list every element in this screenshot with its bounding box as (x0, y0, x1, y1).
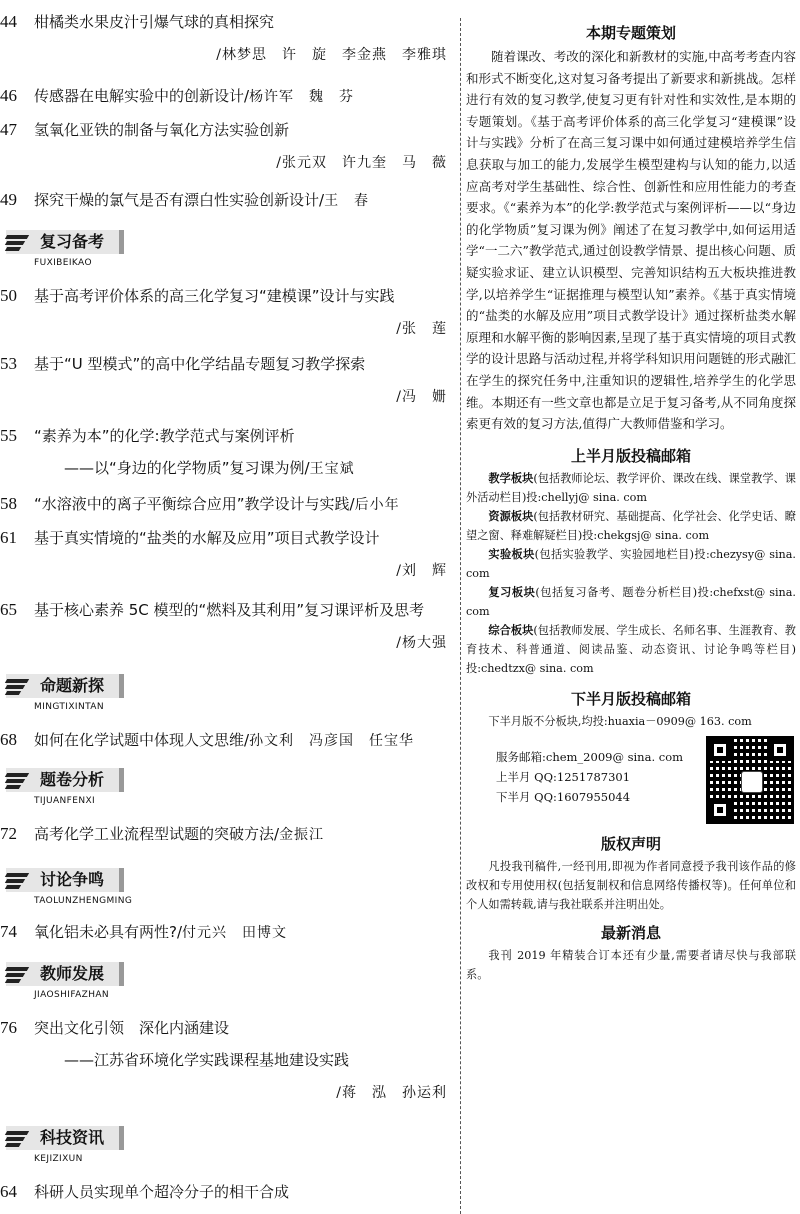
item-text: (包括教师发展、学生成长、名师名事、生涯教育、教育技术、科普通道、阅读品鉴、动态资讯、讨论争鸣等栏目)投:chedtzx@ sina. com (466, 623, 796, 675)
article-authors: 王宝斌 (309, 461, 355, 477)
page-number: 76 (0, 1018, 17, 1037)
submission-item (466, 621, 796, 678)
news-heading: 最新消息 (600, 923, 661, 942)
toc-entry[interactable] (0, 818, 455, 850)
article-title[interactable]: 科研人员实现单个超冷分子的相干合成 (34, 1183, 290, 1201)
qq-second-half: 下半月 QQ:1607955044 (496, 789, 631, 804)
second-half-heading: 下半月版投稿邮箱 (570, 689, 691, 708)
article-authors: 孙文利 冯彦国 任宝华 (249, 733, 415, 749)
section-header-taolun (0, 866, 200, 910)
article-authors: /张 莲 (396, 321, 447, 337)
section-pinyin: TAOLUNZHENGMING (34, 896, 133, 906)
toc-entry[interactable] (0, 522, 455, 586)
section-title: 讨论争鸣 (40, 870, 105, 889)
copyright-heading: 版权声明 (600, 834, 661, 853)
article-title[interactable]: “素养为本”的化学:教学范式与案例评析 (34, 427, 295, 445)
submission-item (466, 507, 796, 545)
section-pinyin: MINGTIXINTAN (34, 702, 104, 712)
article-title[interactable]: 基于高考评价体系的高三化学复习“建模课”设计与实践 (34, 287, 395, 305)
section-title: 命题新探 (40, 676, 105, 695)
section-pinyin: TIJUANFENXI (34, 796, 96, 806)
item-text: (包括教师论坛、教学评价、课改在线、课堂教学、课外活动栏目)投:chellyj@ sina. com (466, 471, 796, 504)
toc-entry[interactable] (0, 80, 455, 112)
copyright-text: 凡投我刊稿件,一经刊用,即视为作者同意授予我刊该作品的修改权和专用使用权(包括复制权和信息网络传播权等)。任何单位和个人如需转载,请与我社联系并注明出处。 (466, 859, 796, 911)
page-number: 68 (0, 730, 17, 749)
page-number: 64 (0, 1182, 17, 1201)
service-email: 服务邮箱:chem_2009@ sina. com (496, 749, 684, 764)
toc-entry[interactable] (0, 594, 455, 658)
section-pinyin: FUXIBEIKAO (34, 258, 92, 268)
section-title: 教师发展 (40, 964, 105, 983)
stripes-icon (6, 964, 32, 984)
toc-entry[interactable] (0, 1012, 455, 1108)
page-number: 46 (0, 86, 17, 105)
plan-text: 随着课改、考改的深化和新教材的实施,中高考考查内容和形式不断变化,这对复习备考提出了新要求和新挑战。怎样进行有效的复习教学,使复习更有针对性和实效性,是本期的专题策划。《基于高考评价体系的高三化学复习“建模课”设计与实践》分析了在高三复习课中如何通过建模培养学生信息获取与加工的能力,发展学生模型建构与认知的能力,以适应高考对学生基础性、综合性、创新性和应用性能力的考查要求。《“素养为本”的化学:教学范式与案例评析——以“身边的化学物质”复习课为例》阐述了在复习教学中,如何运用适学“一二六”教学范式,通过创设教学情景、提出核心问题、质疑实验求证、建立认识模型、完善知识结构五大板块推进教学,以培养学生“证据推理与模型认知”素养。《基于真实情境的“盐类的水解及应用”项目式教学设计》通过探析盐类水解原理和水解平衡的影响因素,呈现了基于真实情境的项目式教学的设计思路与活动过程,并将学科知识用问题链的形式融汇在学生的探究任务中,注重知识的逻辑性,培养学生的化学思维。本期还有一些文章也都是立足于复习备考,从不同角度探索更有效的复习方法,值得广大教师借鉴和学习。 (466, 49, 796, 432)
section-header-jiaoshi (0, 960, 200, 1004)
stripes-icon (6, 232, 32, 252)
page-number: 50 (0, 286, 17, 305)
item-text: (包括实验教学、实验园地栏目)投:chezysy@ sina. com (466, 547, 796, 580)
toc-entry[interactable] (0, 724, 455, 756)
section-header-tijuan (0, 766, 200, 810)
column-divider (460, 18, 461, 1214)
sidebar (466, 0, 796, 1214)
section-header-fuxi (0, 228, 200, 272)
article-subtitle: ——以“身边的化学物质”复习课为例/ (64, 459, 310, 477)
toc-entry[interactable] (0, 1176, 455, 1208)
item-label: 教学板块 (488, 471, 534, 485)
item-label: 复习板块 (488, 585, 536, 599)
item-text: (包括复习备考、题卷分析栏目)投:chefxst@ sina. com (466, 585, 796, 618)
toc-entry[interactable] (0, 184, 455, 216)
second-half-text: 下半月版不分板块,均投:huaxia－0909@ 163. com (488, 714, 752, 728)
article-title[interactable]: 传感器在电解实验中的创新设计/ (34, 87, 250, 105)
contact-block (466, 731, 796, 831)
item-label: 实验板块 (488, 547, 535, 561)
page-number: 47 (0, 120, 17, 139)
page-number: 72 (0, 824, 17, 843)
article-title[interactable]: 氢氧化亚铁的制备与氧化方法实验创新 (34, 121, 290, 139)
qr-code-icon[interactable] (706, 736, 794, 824)
article-authors: 杨许军 魏 芬 (249, 89, 355, 105)
submission-item (466, 583, 796, 621)
article-authors: 王 春 (324, 193, 370, 209)
section-title: 题卷分析 (40, 770, 105, 789)
article-title[interactable]: 基于“U 型模式”的高中化学结晶专题复习教学探索 (34, 355, 366, 373)
article-authors: /刘 辉 (396, 563, 447, 579)
page-number: 53 (0, 354, 17, 373)
page-number: 58 (0, 494, 17, 513)
section-header-mingti (0, 672, 200, 716)
section-title: 复习备考 (40, 232, 105, 251)
page-number: 61 (0, 528, 17, 547)
section-header-keji (0, 1124, 200, 1168)
toc-entry[interactable] (0, 420, 455, 484)
article-title[interactable]: 基于真实情境的“盐类的水解及应用”项目式教学设计 (34, 529, 380, 547)
article-title[interactable]: 高考化学工业流程型试题的突破方法/ (34, 825, 280, 843)
item-text: (包括教材研究、基础提高、化学社会、化学史话、瞭望之窗、释难解疑栏目)投:chekgsj@ sina. com (466, 509, 796, 542)
article-subtitle: ——江苏省环境化学实践课程基地建设实践 (64, 1051, 350, 1069)
page-number: 74 (0, 922, 17, 941)
article-authors: /冯 姗 (396, 389, 447, 405)
first-half-heading: 上半月版投稿邮箱 (570, 446, 691, 465)
section-pinyin: KEJIZIXUN (34, 1154, 83, 1164)
article-authors: /张元双 许九奎 马 薇 (276, 155, 447, 171)
page-number: 55 (0, 426, 17, 445)
section-title: 科技资讯 (40, 1128, 105, 1147)
article-title[interactable]: 突出文化引领 深化内涵建设 (34, 1019, 230, 1037)
article-title[interactable]: 如何在化学试题中体现人文思维/ (34, 731, 250, 749)
stripes-icon (6, 676, 32, 696)
toc-entry[interactable] (0, 488, 455, 520)
toc-entry[interactable] (0, 280, 455, 344)
qq-first-half: 上半月 QQ:1251787301 (496, 769, 631, 784)
submission-item (466, 469, 796, 507)
toc-entry[interactable] (0, 6, 455, 70)
article-title[interactable]: 基于核心素养 5C 模型的“燃料及其利用”复习课评析及思考 (34, 601, 425, 619)
news-text: 我刊 2019 年精装合订本还有少量,需要者请尽快与我部联系。 (466, 948, 796, 981)
stripes-icon (6, 870, 32, 890)
article-title[interactable]: 氧化铝未必具有两性?/ (34, 923, 183, 941)
article-authors: 后小年 (354, 497, 400, 513)
section-pinyin: JIAOSHIFAZHAN (34, 990, 110, 1000)
article-title[interactable]: 柑橘类水果皮汁引爆气球的真相探究 (34, 13, 275, 31)
toc-entry[interactable] (0, 916, 455, 948)
article-title[interactable]: “水溶液中的离子平衡综合应用”教学设计与实践/ (34, 495, 355, 513)
plan-heading: 本期专题策划 (585, 24, 676, 42)
stripes-icon (6, 1128, 32, 1148)
article-authors: /杨大强 (396, 635, 447, 651)
article-title[interactable]: 探究干燥的氯气是否有漂白性实验创新设计/ (34, 191, 325, 209)
item-label: 资源板块 (488, 509, 534, 523)
stripes-icon (6, 770, 32, 790)
item-label: 综合板块 (488, 623, 534, 637)
submission-item (466, 545, 796, 583)
article-authors: 付元兴 田博文 (182, 925, 288, 941)
article-authors: 金振江 (279, 827, 325, 843)
page-number: 49 (0, 190, 17, 209)
toc-entry[interactable] (0, 114, 455, 178)
page-number: 44 (0, 12, 17, 31)
page-number: 65 (0, 600, 17, 619)
toc-entry[interactable] (0, 348, 455, 412)
article-authors: /蒋 泓 孙运利 (336, 1085, 447, 1101)
article-authors: /林梦思 许 旋 李金燕 李雅琪 (216, 47, 447, 63)
